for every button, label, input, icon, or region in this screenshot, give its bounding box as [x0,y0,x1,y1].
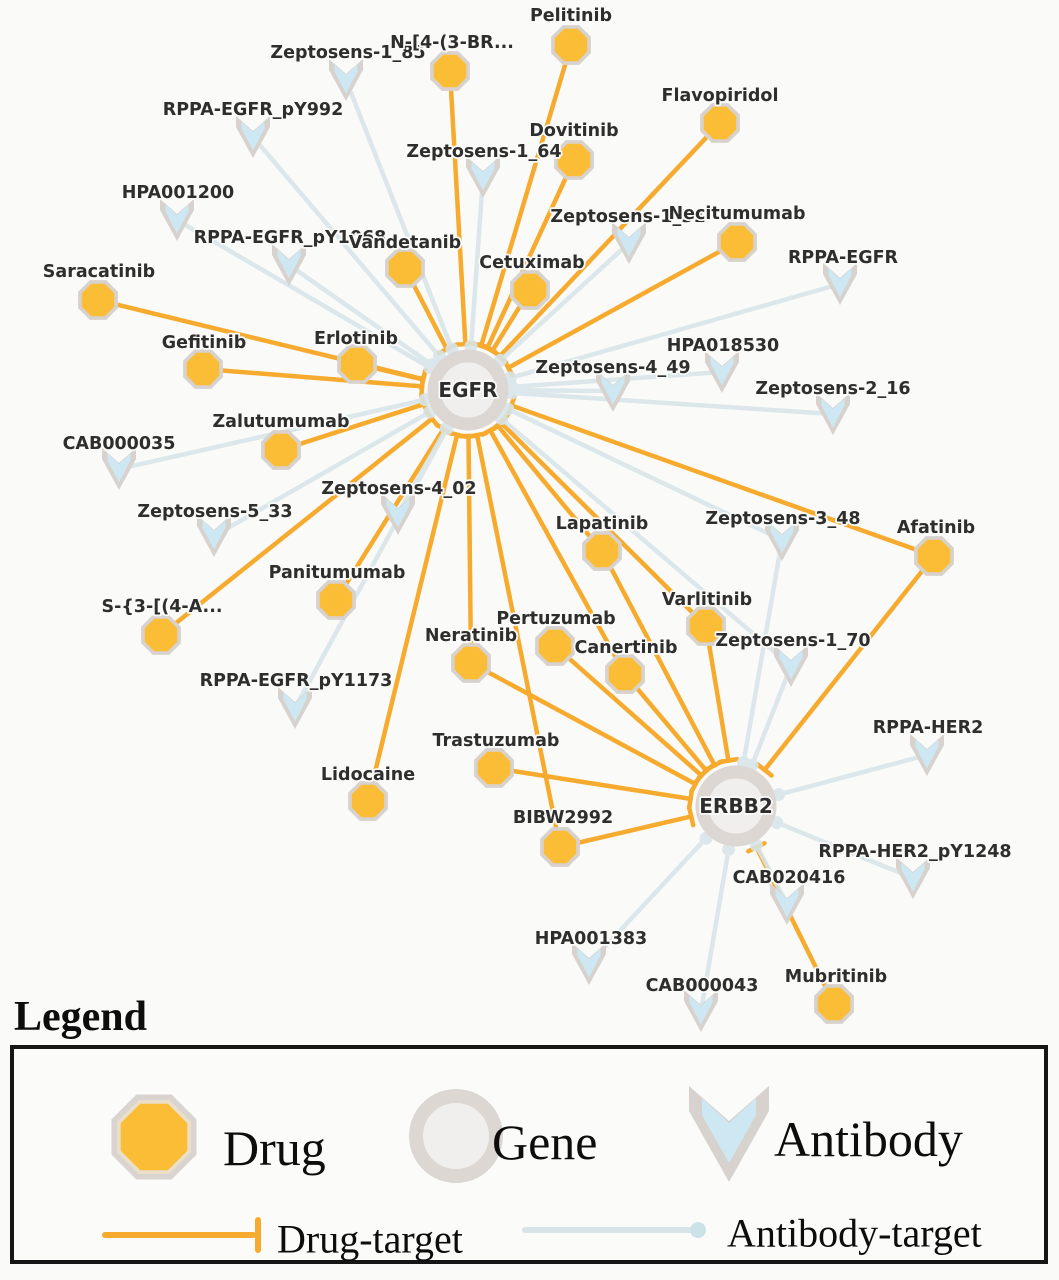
drug-node-lidocaine[interactable] [348,781,388,821]
antibody-node-cab000035[interactable] [102,448,136,490]
legend-antibody-icon [681,1079,777,1189]
drug-node-saracatinib[interactable] [78,280,118,320]
node-label-saracatinib: Saracatinib [42,262,156,282]
antibody-node-zeptosens-1-70[interactable] [774,645,808,687]
node-label-zalutumumab: Zalutumumab [212,412,350,432]
antibody-node-zeptosens-1-31[interactable] [612,222,646,264]
node-label-hpa001383: HPA001383 [534,929,648,949]
drug-node-canertinib[interactable] [605,654,645,694]
antibody-node-rppa-her2[interactable] [910,734,944,776]
node-label-cetuximab: Cetuximab [479,253,585,273]
node-label-hpa018530: HPA018530 [666,336,780,356]
node-label-rppa-egfr: RPPA-EGFR [787,248,899,268]
node-label-lidocaine: Lidocaine [320,765,416,785]
node-label-bibw2992: BIBW2992 [512,808,614,828]
node-label-rppa-egfr-py1068: RPPA-EGFR_pY1068 [193,228,387,248]
edge-antibody-target-rppa-her2-erbb2 [772,755,927,801]
legend-drug-target-label: Drug-target [277,1216,463,1262]
node-label-zeptosens-5-33: Zeptosens-5_33 [137,502,293,522]
antibody-node-rppa-egfr[interactable] [823,263,857,305]
antibody-node-zeptosens-1-64[interactable] [466,156,500,198]
node-label-egfr: EGFR [438,378,498,402]
drug-node-trastuzumab[interactable] [474,748,514,788]
drug-node-lapatinib[interactable] [582,531,622,571]
antibody-node-rppa-her2-py1248[interactable] [896,857,930,899]
node-label-erlotinib: Erlotinib [314,329,398,349]
edge-drug-target-trastuzumab-erbb2 [494,768,692,808]
legend-drug-icon [104,1087,204,1187]
node-label-rppa-egfr-py992: RPPA-EGFR_pY992 [162,100,344,120]
antibody-node-cab020416[interactable] [770,883,804,925]
node-label-cab020416: CAB020416 [732,868,846,888]
node-label-canertinib: Canertinib [574,638,678,658]
drug-node-afatinib[interactable] [914,536,954,576]
drug-node-zalutumumab[interactable] [261,430,301,470]
legend-gene-icon [406,1086,506,1186]
node-label-afatinib: Afatinib [896,518,976,538]
node-label-vandetanib: Vandetanib [348,233,462,253]
node-label-zeptosens-4-02: Zeptosens-4_02 [321,479,477,499]
node-label-zeptosens-1-70: Zeptosens-1_70 [715,631,871,651]
node-label-panitumumab: Panitumumab [268,563,406,583]
drug-node-necitumumab[interactable] [717,222,757,262]
antibody-node-hpa001383[interactable] [572,943,606,985]
node-label-cab000043: CAB000043 [645,976,759,996]
drug-node-s-3-4-a[interactable] [141,615,181,655]
node-label-lapatinib: Lapatinib [555,514,649,534]
node-label-necitumumab: Necitumumab [668,204,806,224]
legend-antibody-target-icon [521,1214,711,1246]
node-label-gefitinib: Gefitinib [161,333,247,353]
node-label-erbb2: ERBB2 [699,794,773,818]
drug-node-n-4-3-br[interactable] [430,51,470,91]
legend-antibody-label: Antibody [774,1111,963,1167]
drug-node-bibw2992[interactable] [540,827,580,867]
node-label-rppa-her2-py1248: RPPA-HER2_pY1248 [818,842,1012,862]
node-label-zeptosens-1-31: Zeptosens-1_31 [550,207,706,227]
antibody-node-zeptosens-1-85[interactable] [329,59,363,101]
node-label-zeptosens-4-49: Zeptosens-4_49 [535,358,691,378]
node-label-cab000035: CAB000035 [62,434,176,454]
node-label-neratinib: Neratinib [424,626,518,646]
node-label-flavopiridol: Flavopiridol [661,86,779,106]
legend-title: Legend [14,994,148,1040]
node-label-pelitinib: Pelitinib [529,6,613,26]
drug-node-panitumumab[interactable] [316,580,356,620]
node-label-dovitinib: Dovitinib [529,121,619,141]
node-label-zeptosens-1-64: Zeptosens-1_64 [406,142,562,162]
legend-antibody-target-label: Antibody-target [727,1210,982,1256]
drug-node-vandetanib[interactable] [385,248,425,288]
antibody-node-cab000043[interactable] [684,990,718,1032]
drug-node-erlotinib[interactable] [337,344,377,384]
node-label-rppa-egfr-py1173: RPPA-EGFR_pY1173 [199,671,393,691]
drug-node-pertuzumab[interactable] [535,626,575,666]
node-label-pertuzumab: Pertuzumab [496,609,616,629]
node-label-hpa001200: HPA001200 [121,183,235,203]
legend-drug-target-icon [101,1213,271,1257]
drug-node-gefitinib[interactable] [183,349,223,389]
node-label-mubritinib: Mubritinib [784,967,888,987]
node-label-varlitinib: Varlitinib [661,590,753,610]
node-label-rppa-her2: RPPA-HER2 [872,718,984,738]
node-label-s-3-4-a: S-{3-[(4-A... [101,597,223,617]
drug-node-pelitinib[interactable] [551,25,591,65]
node-label-zeptosens-2-16: Zeptosens-2_16 [755,379,911,399]
antibody-node-hpa001200[interactable] [160,199,194,241]
node-label-zeptosens-1-85: Zeptosens-1_85 [270,43,426,63]
legend-drug-label: Drug [223,1120,326,1176]
drug-node-cetuximab[interactable] [510,270,550,310]
drug-node-neratinib[interactable] [451,643,491,683]
edge-drug-target-n-4-3-br-egfr [450,71,474,345]
legend-box [10,1045,1048,1264]
antibody-node-rppa-egfr-py1173[interactable] [278,687,312,729]
node-label-n-4-3-br: N-[4-(3-BR... [390,33,514,53]
drug-node-mubritinib[interactable] [814,984,854,1024]
node-label-zeptosens-3-48: Zeptosens-3_48 [705,509,861,529]
node-label-trastuzumab: Trastuzumab [432,731,560,751]
edge-drug-target-canertinib-erbb2 [625,674,713,777]
legend-gene-label: Gene [492,1114,598,1170]
drug-node-flavopiridol[interactable] [700,103,740,143]
